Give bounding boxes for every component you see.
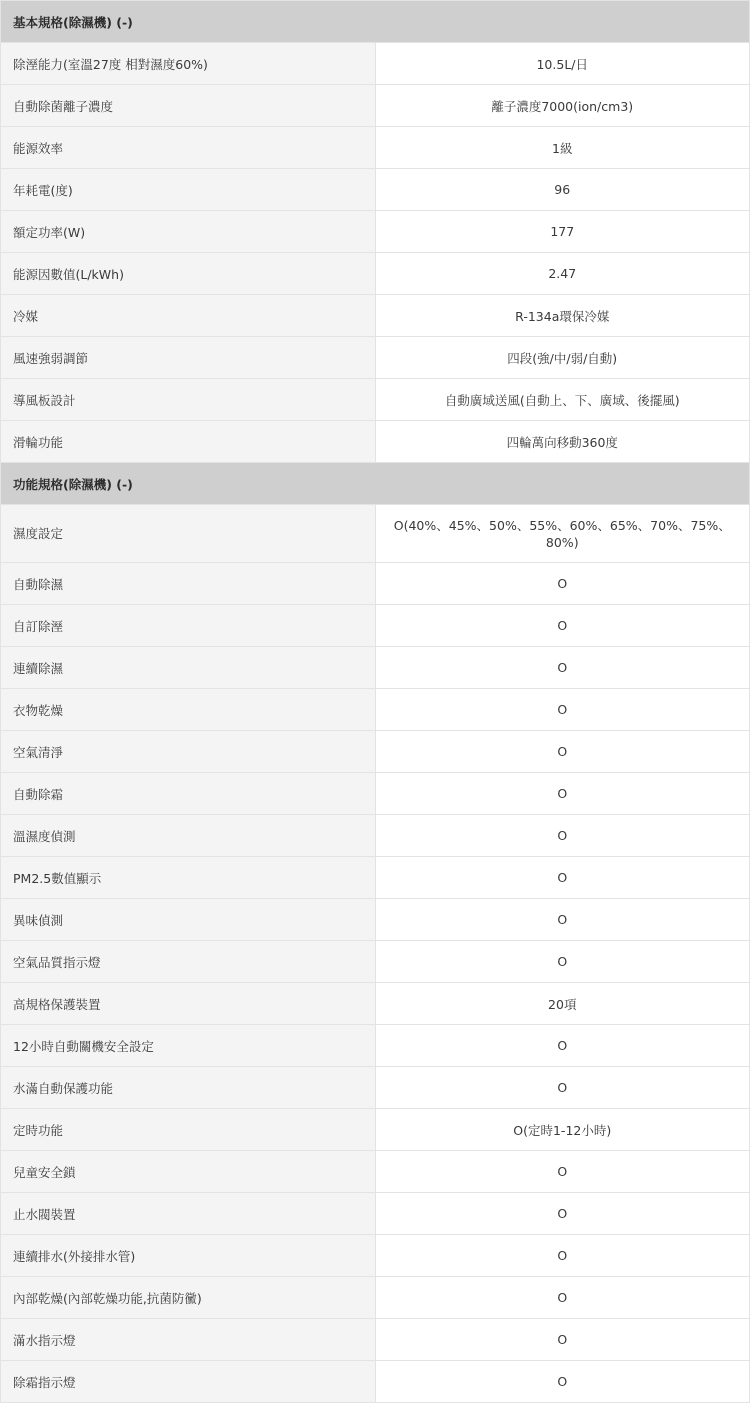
- spec-label: 能源因數值(L/kWh): [1, 253, 376, 295]
- spec-label: 12小時自動關機安全設定: [1, 1025, 376, 1067]
- spec-value: O: [375, 815, 750, 857]
- spec-label: PM2.5數值顯示: [1, 857, 376, 899]
- table-row: [1, 689, 750, 731]
- spec-label: 自動除濕: [1, 563, 376, 605]
- spec-label: 冷媒: [1, 295, 376, 337]
- spec-value: 10.5L/日: [375, 43, 750, 85]
- spec-label: 導風板設計: [1, 379, 376, 421]
- spec-value: O: [375, 731, 750, 773]
- spec-value: O: [375, 899, 750, 941]
- spec-value: O: [375, 1193, 750, 1235]
- table-row: [1, 1025, 750, 1067]
- spec-label: 風速強弱調節: [1, 337, 376, 379]
- spec-label: 滿水指示燈: [1, 1319, 376, 1361]
- spec-label: 自動除霜: [1, 773, 376, 815]
- spec-table-body: [1, 1, 750, 1403]
- spec-value: 96: [375, 169, 750, 211]
- table-row: [1, 337, 750, 379]
- section-header: [1, 1, 750, 43]
- table-row: [1, 563, 750, 605]
- spec-label: 空氣品質指示燈: [1, 941, 376, 983]
- table-row: [1, 899, 750, 941]
- table-row: [1, 1193, 750, 1235]
- spec-value: O: [375, 1319, 750, 1361]
- spec-label: 連續除濕: [1, 647, 376, 689]
- spec-value: O: [375, 857, 750, 899]
- table-row: [1, 379, 750, 421]
- spec-label: 水滿自動保護功能: [1, 1067, 376, 1109]
- spec-label: 自訂除溼: [1, 605, 376, 647]
- table-row: [1, 1067, 750, 1109]
- table-row: [1, 43, 750, 85]
- table-row: [1, 815, 750, 857]
- table-row: [1, 127, 750, 169]
- spec-value: R-134a環保冷媒: [375, 295, 750, 337]
- spec-value: 1級: [375, 127, 750, 169]
- section-header: [1, 463, 750, 505]
- table-row: [1, 983, 750, 1025]
- table-row: [1, 773, 750, 815]
- spec-label: 內部乾燥(內部乾燥功能,抗菌防黴): [1, 1277, 376, 1319]
- spec-value: 2.47: [375, 253, 750, 295]
- spec-label: 兒童安全鎖: [1, 1151, 376, 1193]
- table-row: [1, 421, 750, 463]
- table-row: [1, 1235, 750, 1277]
- spec-label: 除溼能力(室溫27度 相對濕度60%): [1, 43, 376, 85]
- table-row: [1, 169, 750, 211]
- table-row: [1, 857, 750, 899]
- spec-value: O: [375, 1361, 750, 1403]
- spec-value: O: [375, 689, 750, 731]
- spec-value: O: [375, 1067, 750, 1109]
- table-row: [1, 295, 750, 337]
- spec-value: 離子濃度7000(ion/cm3): [375, 85, 750, 127]
- spec-value: O(40%、45%、50%、55%、60%、65%、70%、75%、80%): [375, 505, 750, 563]
- section-title: 基本規格(除濕機) (-): [1, 1, 750, 43]
- spec-label: 止水閥裝置: [1, 1193, 376, 1235]
- spec-label: 定時功能: [1, 1109, 376, 1151]
- spec-value: O: [375, 1151, 750, 1193]
- table-row: [1, 253, 750, 295]
- spec-value: O: [375, 1277, 750, 1319]
- spec-label: 除霜指示燈: [1, 1361, 376, 1403]
- spec-label: 能源效率: [1, 127, 376, 169]
- table-row: [1, 505, 750, 563]
- spec-value: O: [375, 1025, 750, 1067]
- spec-value: 20項: [375, 983, 750, 1025]
- table-row: [1, 1109, 750, 1151]
- table-row: [1, 647, 750, 689]
- table-row: [1, 1277, 750, 1319]
- spec-value: O(定時1-12小時): [375, 1109, 750, 1151]
- spec-value: 四輪萬向移動360度: [375, 421, 750, 463]
- spec-value: O: [375, 941, 750, 983]
- spec-label: 異味偵測: [1, 899, 376, 941]
- spec-value: 自動廣域送風(自動上、下、廣域、後擺風): [375, 379, 750, 421]
- spec-value: O: [375, 605, 750, 647]
- spec-value: 177: [375, 211, 750, 253]
- spec-value: O: [375, 647, 750, 689]
- spec-label: 衣物乾燥: [1, 689, 376, 731]
- spec-label: 自動除菌離子濃度: [1, 85, 376, 127]
- spec-label: 連續排水(外接排水管): [1, 1235, 376, 1277]
- spec-label: 濕度設定: [1, 505, 376, 563]
- table-row: [1, 1361, 750, 1403]
- table-row: [1, 941, 750, 983]
- spec-label: 溫濕度偵測: [1, 815, 376, 857]
- spec-label: 高規格保護裝置: [1, 983, 376, 1025]
- spec-value: O: [375, 563, 750, 605]
- spec-value: 四段(強/中/弱/自動): [375, 337, 750, 379]
- spec-label: 空氣清淨: [1, 731, 376, 773]
- spec-value: O: [375, 1235, 750, 1277]
- table-row: [1, 211, 750, 253]
- table-row: [1, 1319, 750, 1361]
- spec-label: 額定功率(W): [1, 211, 376, 253]
- spec-label: 年耗電(度): [1, 169, 376, 211]
- spec-label: 滑輪功能: [1, 421, 376, 463]
- table-row: [1, 1151, 750, 1193]
- table-row: [1, 85, 750, 127]
- section-title: 功能規格(除濕機) (-): [1, 463, 750, 505]
- table-row: [1, 605, 750, 647]
- table-row: [1, 731, 750, 773]
- spec-value: O: [375, 773, 750, 815]
